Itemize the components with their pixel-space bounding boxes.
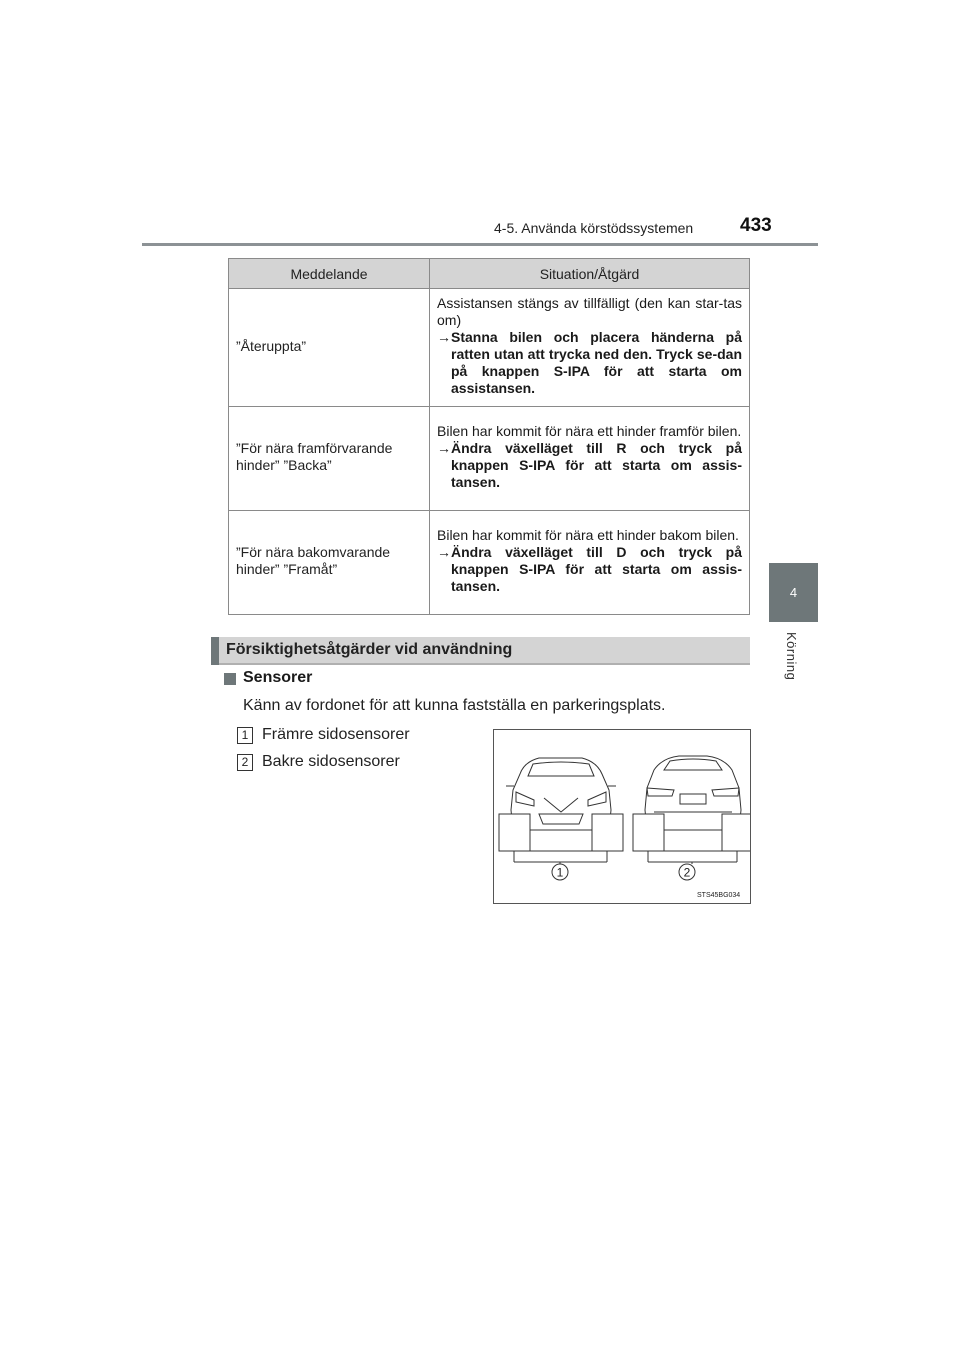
section-title: Försiktighetsåtgärder vid användning	[226, 641, 513, 658]
action-line	[437, 440, 742, 491]
callout-number: 2	[683, 865, 691, 880]
message-table	[228, 258, 750, 615]
square-bullet-icon	[224, 673, 236, 685]
column-header-situation: Situation/Åtgärd	[430, 259, 750, 289]
situation-cell	[430, 289, 750, 407]
action-text: Ändra växelläget till R och tryck på knappen S-IPA för att starta om assis-tansen.	[451, 440, 742, 490]
page-number: 433	[740, 215, 772, 236]
arrow-icon: →	[437, 440, 451, 456]
front-sensor-box-right	[592, 814, 623, 851]
header-rule	[142, 243, 818, 246]
legend-item	[237, 753, 400, 771]
situation-text: Assistansen stängs av tillfälligt (den kan star-tas om)	[437, 295, 742, 328]
message-cell: ”Återuppta”	[229, 289, 430, 407]
situation-text: Bilen har kommit för nära ett hinder framför bilen.	[437, 423, 742, 439]
table-row	[229, 289, 750, 407]
header-title: 4-5. Använda körstödssystemen	[494, 220, 694, 236]
action-line	[437, 329, 742, 397]
car-illustration	[494, 730, 750, 903]
legend-label: Bakre sidosensorer	[262, 753, 400, 770]
situation-cell	[430, 511, 750, 615]
rear-sensor-box-left	[633, 814, 664, 851]
arrow-icon: →	[437, 329, 451, 345]
number-badge: 2	[237, 754, 253, 771]
rear-sensor-box-right	[722, 814, 750, 851]
sensor-figure	[493, 729, 751, 904]
situation-cell	[430, 407, 750, 511]
number-badge: 1	[237, 727, 253, 744]
message-cell: ”För nära framförvarande hinder” ”Backa”	[229, 407, 430, 511]
callout-number: 1	[556, 865, 564, 880]
chapter-label: Körning	[784, 632, 799, 681]
arrow-icon: →	[437, 544, 451, 560]
section-accent	[211, 637, 219, 665]
action-text: Stanna bilen och placera händerna på ratten utan att trycka ned den. Tryck se-dan på knappen S-IPA för att starta om assistansen.	[451, 329, 742, 396]
message-cell: ”För nära bakomvarande hinder” ”Framåt”	[229, 511, 430, 615]
chapter-tab: 4	[769, 563, 818, 622]
action-line	[437, 544, 742, 595]
sensors-description: Känn av fordonet för att kunna fastställa en parkeringsplats.	[243, 697, 666, 714]
sensors-heading: Sensorer	[243, 669, 313, 686]
legend-item	[237, 726, 410, 744]
legend-label: Främre sidosensorer	[262, 726, 410, 743]
figure-code: STS45BG034	[697, 892, 741, 899]
table-row	[229, 511, 750, 615]
front-sensor-box-left	[499, 814, 530, 851]
column-header-message: Meddelande	[229, 259, 430, 289]
situation-text: Bilen har kommit för nära ett hinder bakom bilen.	[437, 527, 739, 543]
action-text: Ändra växelläget till D och tryck på knappen S-IPA för att starta om assis-tansen.	[451, 544, 742, 594]
section-heading-bar	[211, 637, 750, 665]
table-row	[229, 407, 750, 511]
